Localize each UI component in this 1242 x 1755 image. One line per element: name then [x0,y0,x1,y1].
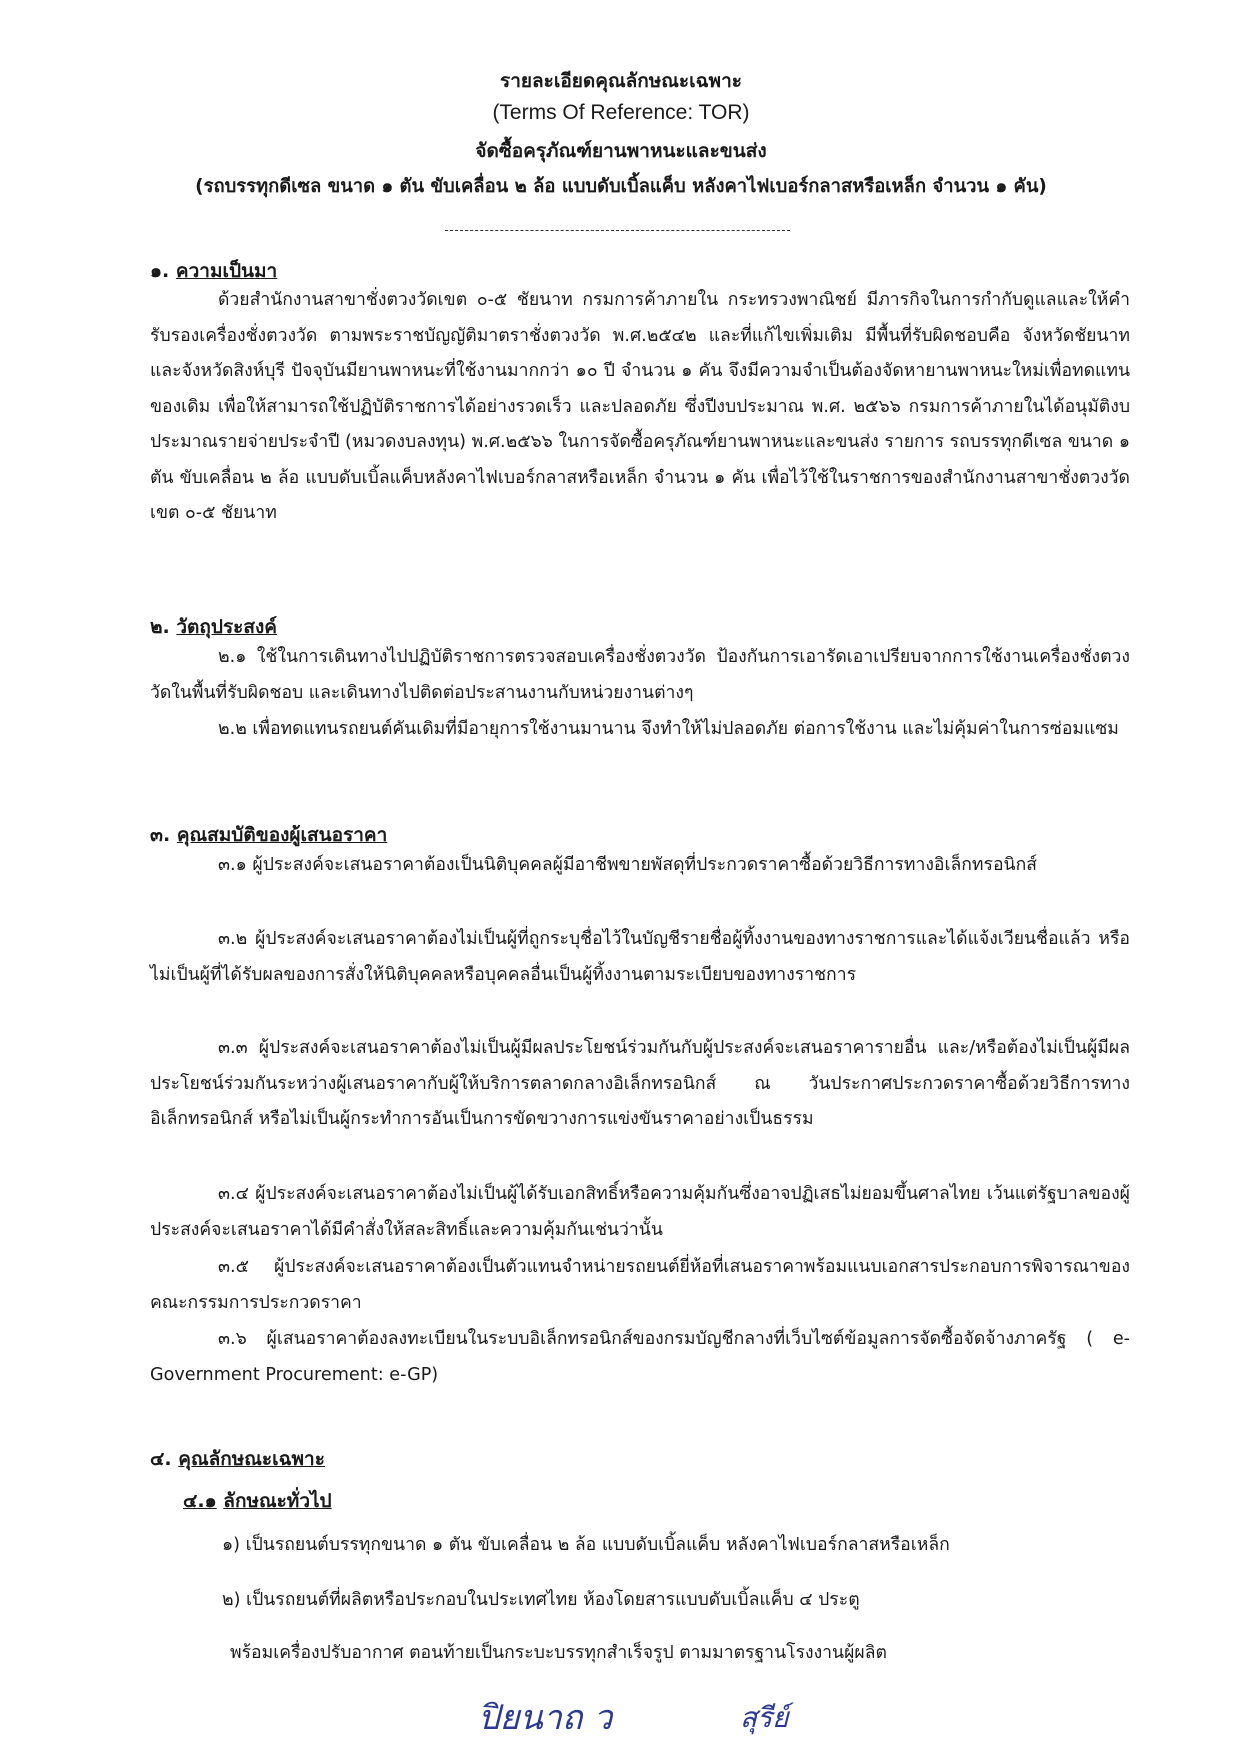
section-1-number: ๑. [150,260,170,282]
doc-title: รายละเอียดคุณลักษณะเฉพาะ [500,70,742,92]
qualification-3-1: ๓.๑ ผู้ประสงค์จะเสนอราคาต้องเป็นนิติบุคคลผู้มีอาชีพขายพัสดุที่ประกวดราคาซื้อด้วยวิธีการทางอิเล็กทรอนิกส์ [218,855,1037,875]
qualification-3-2: ๓.๒ ผู้ประสงค์จะเสนอราคาต้องไม่เป็นผู้ที่ถูกระบุชื่อไว้ในบัญชีรายชื่อผู้ทิ้งงานของทางราชการและได้แจ้งเวียนชื่อแล้ว หรือไม่เป็นผู้ที่ได้รับผลของการสั่งให้นิติบุคคลหรือบุคคลอื่นเป็นผู้ทิ้งงานตามระเบียบของทางราชการ [150,929,1130,985]
section-1-paragraph: ด้วยสำนักงานสาขาชั่งตวงวัดเขต ๐-๕ ชัยนาท กรมการค้าภายใน กระทรวงพาณิชย์ มีภารกิจในการกำกับดูแลและให้คำรับรองเครื่องชั่งตวงวัด ตามพระราชบัญญัติมาตราชั่งตวงวัด พ.ศ.๒๕๔๒ และที่แก้ไขเพิ่มเติม มีพื้นที่รับผิดชอบคือ จังหวัดชัยนาท และจังหวัดสิงห์บุรี ปัจจุบันมียานพาหนะที่ใช้งานมากกว่า ๑๐ ปี จำนวน ๑ คัน จึงมีความจำเป็นต้องจัดหายานพาหนะใหม่เพื่อทดแทนของเดิม เพื่อให้สามารถใช้ปฏิบัติราชการได้อย่างรวดเร็ว และปลอดภัย ซึ่งปีงบประมาณ พ.ศ. ๒๕๖๖ กรมการค้าภายในได้อนุมัติงบประมาณรายจ่ายประจำปี (หมวดงบลงทุน) พ.ศ.๒๕๖๖ ในการจัดซื้อครุภัณฑ์ยานพาหนะและขนส่ง รายการ รถบรรทุกดีเซล ขนาด ๑ ตัน ขับเคลื่อน ๒ ล้อ แบบดับเบิ้ลแค็บหลังคาไฟเบอร์กลาสหรือเหล็ก จำนวน ๑ คัน เพื่อไว้ใช้ในราชการของสำนักงานสาขาชั่งตวงวัดเขต ๐-๕ ชัยนาท [150,290,1130,523]
qualification-3-4: ๓.๔ ผู้ประสงค์จะเสนอราคาต้องไม่เป็นผู้ได้รับเอกสิทธิ์หรือความคุ้มกันซึ่งอาจปฏิเสธไม่ยอมขึ้นศาลไทย เว้นแต่รัฐบาลของผู้ประสงค์จะเสนอราคาได้มีคำสั่งให้สละสิทธิ์และความคุ้มกันเช่นว่านั้น [150,1184,1130,1240]
section-2-number: ๒. [150,616,170,638]
section-1-title: ความเป็นมา [175,260,278,282]
section-4-title: คุณลักษณะเฉพาะ [178,1448,325,1470]
section-4-1-heading [183,1486,332,1516]
section-2-heading [150,612,277,642]
signature-initial-1: ปิยนาถ ว [478,1698,613,1738]
section-3-number: ๓. [150,824,171,846]
title-divider [445,230,790,231]
qualification-3-5: ๓.๕ ผู้ประสงค์จะเสนอราคาต้องเป็นตัวแทนจำหน่ายรถยนต์ยี่ห้อที่เสนอราคาพร้อมแนบเอกสารประกอบการพิจารณาของคณะกรรมการประกวดราคา [150,1257,1130,1313]
qualification-3-6: ๓.๖ ผู้เสนอราคาต้องลงทะเบียนในระบบอิเล็กทรอนิกส์ของกรมบัญชีกลางที่เว็บไซต์ข้อมูลการจัดซื้อจัดจ้างภาครัฐ ( e-Government Procurement: e-GP) [150,1329,1130,1385]
section-3-title: คุณสมบัติของผู้เสนอราคา [176,824,388,846]
section-2-title: วัตถุประสงค์ [176,616,277,638]
qualification-3-3: ๓.๓ ผู้ประสงค์จะเสนอราคาต้องไม่เป็นผู้มีผลประโยชน์ร่วมกันกับผู้ประสงค์จะเสนอราคารายอื่น และ/หรือต้องไม่เป็นผู้มีผลประโยชน์ร่วมกันระหว่างผู้เสนอราคากับผู้ให้บริการตลาดกลางอิเล็กทรอนิกส์ ณ วันประกาศประกวดราคาซื้อด้วยวิธีการทางอิเล็กทรอนิกส์ หรือไม่เป็นผู้กระทำการอันเป็นการขัดขวางการแข่งขันราคาอย่างเป็นธรรม [150,1038,1130,1129]
section-4-1-number: ๔.๑ [183,1490,217,1512]
doc-title-item: (รถบรรทุกดีเซล ขนาด ๑ ตัน ขับเคลื่อน ๒ ล้อ แบบดับเบิ้ลแค็บ หลังคาไฟเบอร์กลาสหรือเหล็ก จำนวน ๑ คัน) [195,176,1047,197]
objective-2-1: ๒.๑ ใช้ในการเดินทางไปปฏิบัติราชการตรวจสอบเครื่องชั่งตวงวัด ป้องกันการเอารัดเอาเปรียบจากการใช้งานเครื่องชั่งตวงวัดในพื้นที่รับผิดชอบ และเดินทางไปติดต่อประสานงานกับหน่วยงานต่างๆ [150,647,1130,703]
signature-initial-2: สุรีย์ [740,1701,789,1734]
spec-item-2: ๒) เป็นรถยนต์ที่ผลิตหรือประกอบในประเทศไทย ห้องโดยสารแบบดับเบิ้ลแค็บ ๔ ประตู [222,1590,860,1610]
section-4-1-title: ลักษณะทั่วไป [223,1490,332,1512]
doc-title-english: (Terms Of Reference: TOR) [492,101,750,124]
section-1-heading [150,256,277,286]
section-4-number: ๔. [150,1448,172,1470]
doc-title-procurement: จัดซื้อครุภัณฑ์ยานพาหนะและขนส่ง [475,140,767,162]
objective-2-2: ๒.๒ เพื่อทดแทนรถยนต์คันเดิมที่มีอายุการใช้งานมานาน จึงทำให้ไม่ปลอดภัย ต่อการใช้งาน และไม่คุ้มค่าในการซ่อมแซม [218,719,1119,739]
spec-item-1: ๑) เป็นรถยนต์บรรทุกขนาด ๑ ตัน ขับเคลื่อน ๒ ล้อ แบบดับเบิ้ลแค็บ หลังคาไฟเบอร์กลาสหรือเหล็ก [222,1535,950,1555]
spec-item-2-continued: พร้อมเครื่องปรับอากาศ ตอนท้ายเป็นกระบะบรรทุกสำเร็จรูป ตามมาตรฐานโรงงานผู้ผลิต [230,1643,887,1663]
section-4-heading [150,1444,325,1474]
section-3-heading [150,820,387,850]
